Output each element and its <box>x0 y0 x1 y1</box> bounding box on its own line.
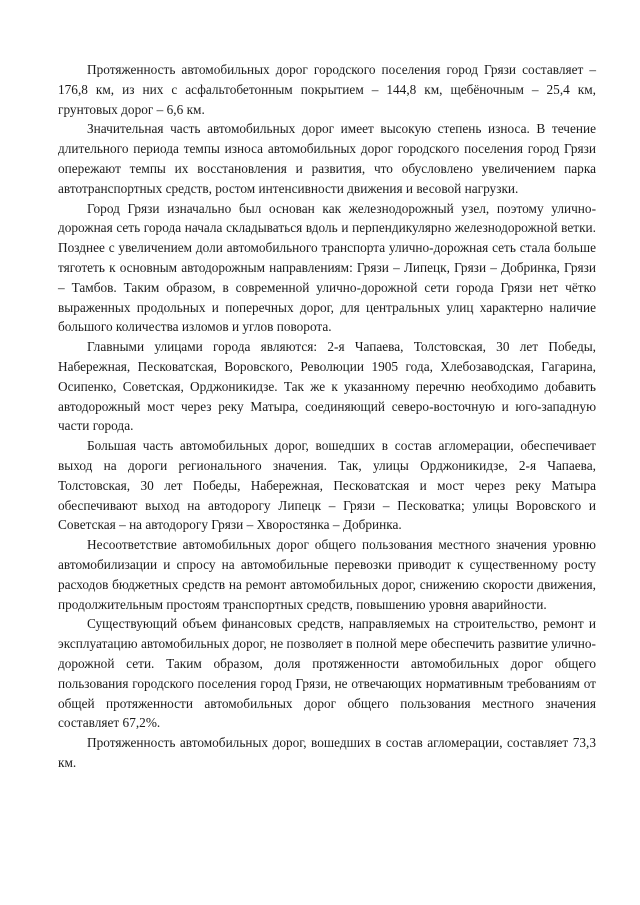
paragraph-agglomeration-length: Протяженность автомобильных дорог, вошедших в состав агломерации, составляет 73,3 км. <box>58 735 596 770</box>
paragraph-city-history: Город Грязи изначально был основан как железнодорожный узел, поэтому улично-дорожная сеть города начала складываться вдоль и перпендикулярно железнодорожной ветки. Позднее с увеличением доли автомобильного транспорта улично-дорожная сеть стала больше тяготеть к основным автодорожным направлениям: Грязи – Липецк, Грязи – Добринка, Грязи – Тамбов. Таким образом, в современной улично-дорожной сети города Грязи нет чётко выраженных продольных и поперечных дорог, для центральных улиц характерно наличие большого количества изломов и углов поворота. <box>58 200 596 335</box>
document-body <box>58 60 596 773</box>
paragraph-main-streets: Главными улицами города являются: 2-я Чапаева, Толстовская, 30 лет Победы, Набережная, Песковатская, Воровского, Революции 1905 года, Хлебозаводская, Гагарина, Осипенко, Советская, Орджоникидзе. Так же к указанному перечню необходимо добавить автодорожный мост через реку Матыра, соединяющий северо-восточную и юго-западную части города. <box>58 339 596 434</box>
paragraph-financing: Существующий объем финансовых средств, направляемых на строительство, ремонт и эксплуатацию автомобильных дорог, не позволяет в полной мере обеспечить развитие улично-дорожной сети. Таким образом, доля протяженности автомобильных дорог общего пользования городского поселения город Грязи, не отвечающих нормативным требованиям от общей протяженности автомобильных дорог общего пользования местного значения составляет 67,2%. <box>58 616 596 731</box>
paragraph-regional-access: Большая часть автомобильных дорог, вошедших в состав агломерации, обеспечивает выход на дороги регионального значения. Так, улицы Орджоникидзе, 2-я Чапаева, Толстовская, 30 лет Победы, Набережная, Песковатская и мост через реку Матыра обеспечивают выход на автодорогу Липецк – Грязи – Песковатка; улицы Воровского и Советская – на автодорогу Грязи – Хворостянка – Добринка. <box>58 438 596 533</box>
paragraph-road-length: Протяженность автомобильных дорог городского поселения город Грязи составляет – 176,8 км, из них с асфальтобетонным покрытием – 144,8 км, щебёночным – 25,4 км, грунтовых дорог – 6,6 км. <box>58 62 596 117</box>
paragraph-wear: Значительная часть автомобильных дорог имеет высокую степень износа. В течение длительного периода темпы износа автомобильных дорог городского поселения город Грязи опережают темпы их восстановления и развития, что обусловлено увеличением парка автотранспортных средств, ростом интенсивности движения и весовой нагрузки. <box>58 121 596 196</box>
paragraph-inadequacy: Несоответствие автомобильных дорог общего пользования местного значения уровню автомобилизации и спросу на автомобильные перевозки приводит к существенному росту расходов бюджетных средств на ремонт автомобильных дорог, снижению скорости движения, продолжительным простоям транспортных средств, повышению уровня аварийности. <box>58 537 596 612</box>
